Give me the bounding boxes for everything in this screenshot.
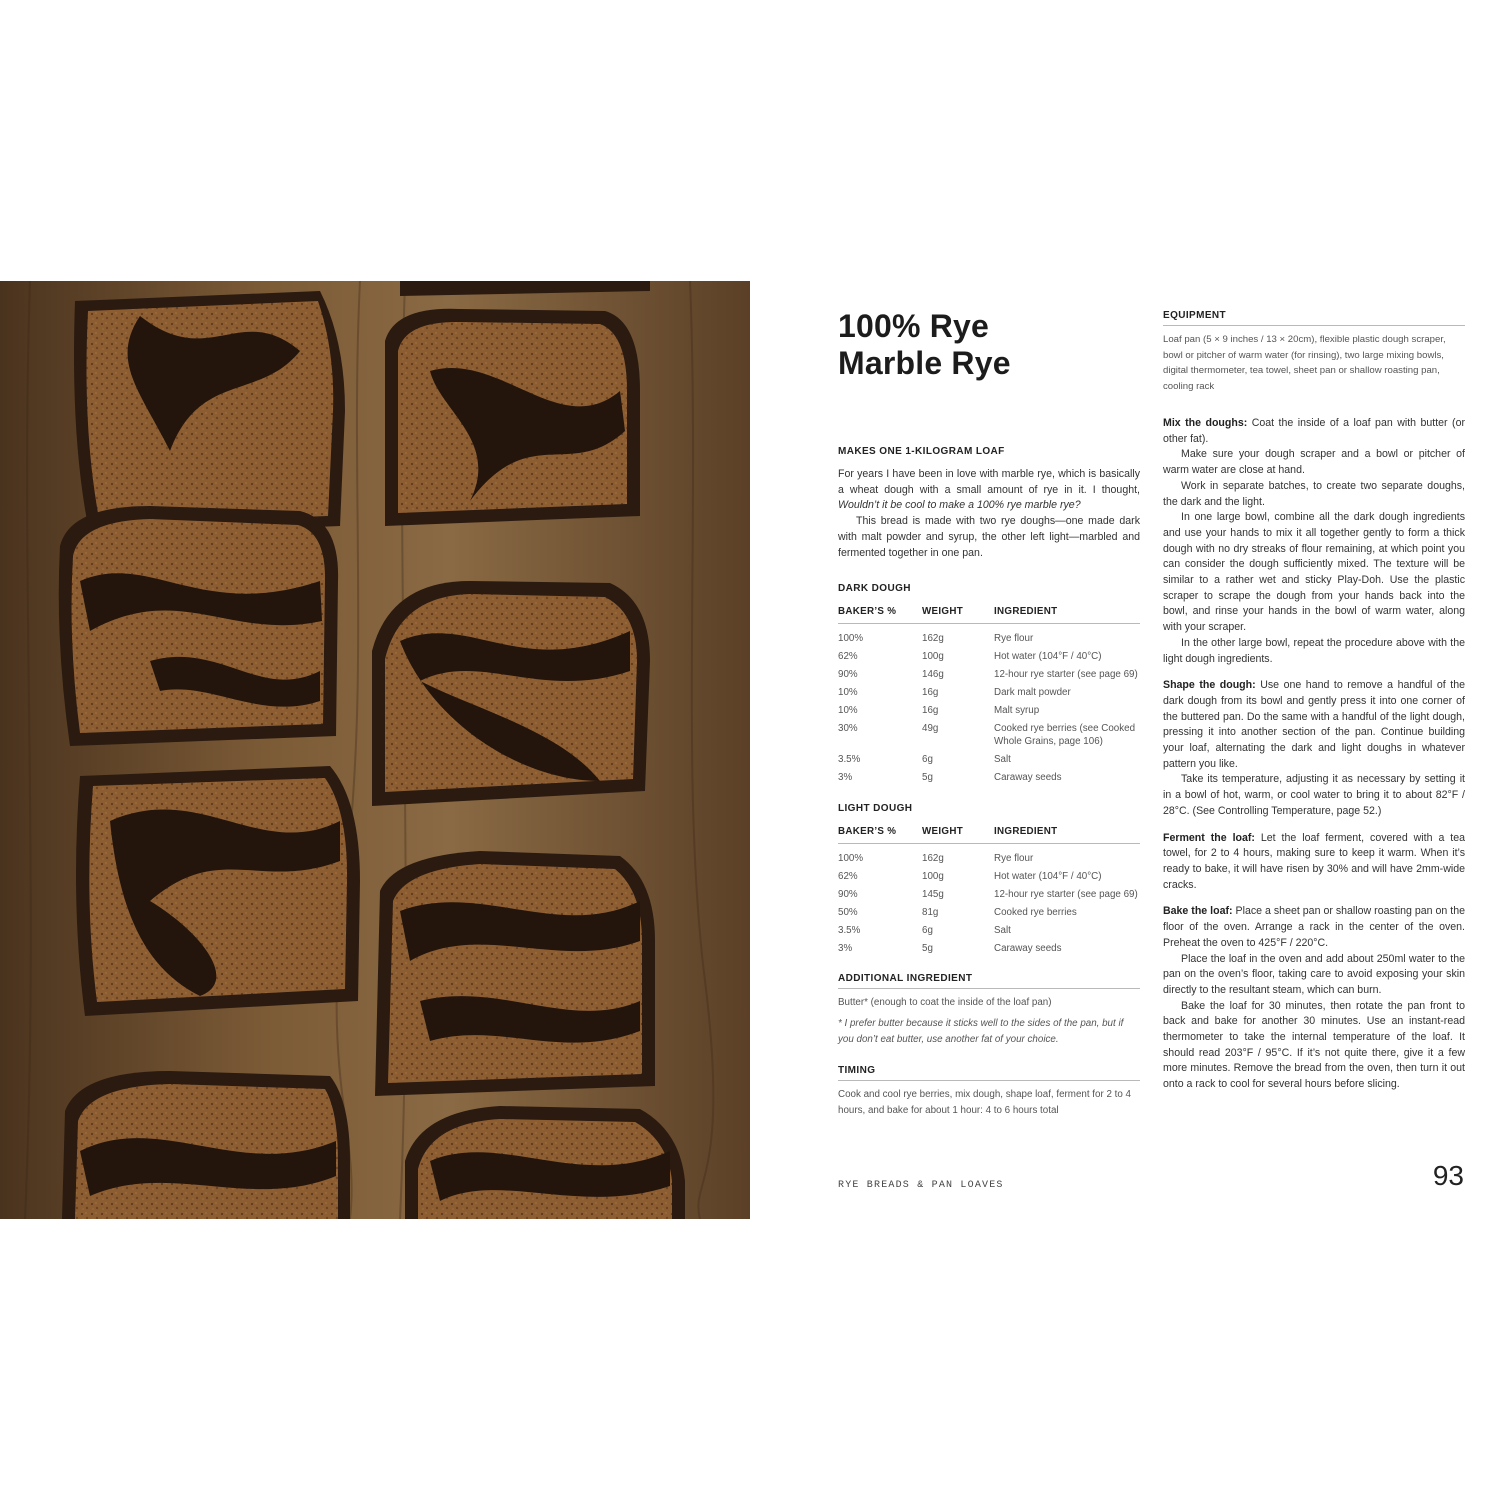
additional-ingredient-item: Butter* (enough to coat the inside of the loaf pan) bbox=[838, 997, 1052, 1009]
step-text: Make sure your dough scraper and a bowl or pitcher of warm water are close at hand. bbox=[1163, 448, 1465, 477]
bakers-percent: 3.5% bbox=[838, 754, 861, 766]
page-number: 93 bbox=[1432, 1160, 1464, 1191]
recipe-title bbox=[838, 308, 1140, 382]
bakers-percent: 3% bbox=[838, 942, 853, 954]
weight: 5g bbox=[922, 772, 933, 784]
bakers-percent: 100% bbox=[838, 852, 864, 864]
bakers-percent: 90% bbox=[838, 669, 858, 681]
ingredient: Salt bbox=[994, 924, 1011, 936]
bakers-percent: 50% bbox=[838, 906, 858, 918]
col-header-weight: WEIGHT bbox=[922, 826, 994, 844]
table-row bbox=[838, 648, 1140, 666]
step-text: Bake the loaf for 30 minutes, then rotate the pan front to back and bake for another 30 minutes. Use an instant-read thermometer to take the internal temperature of the loaf. It should read 203°F / 95°C. If it’s not quite there, give it a few more minutes. Remove the bread from the oven, then turn it out onto a rack to cool for several hours before slicing. bbox=[1163, 999, 1465, 1091]
recipe-column-left bbox=[838, 308, 1140, 1119]
weight: 162g bbox=[922, 633, 944, 645]
intro-text bbox=[838, 467, 1140, 561]
table-row bbox=[838, 843, 1140, 867]
bread-slice bbox=[405, 1106, 685, 1219]
ingredient: Hot water (104°F / 40°C) bbox=[994, 870, 1102, 882]
step-lead-ferment: Ferment the loaf: bbox=[1163, 831, 1255, 844]
col-header-ingredient: INGREDIENT bbox=[994, 606, 1140, 624]
intro-paragraph-1: For years I have been in love with marble rye, which is basically a wheat dough with a small amount of rye in it. I thought, bbox=[838, 468, 1140, 496]
light-dough-table bbox=[838, 826, 1140, 958]
table-row bbox=[838, 939, 1140, 957]
yield-heading: MAKES ONE 1-KILOGRAM LOAF bbox=[838, 446, 1005, 457]
bread-slice bbox=[74, 291, 345, 536]
bakers-percent: 3.5% bbox=[838, 924, 861, 936]
bakers-percent: 10% bbox=[838, 687, 858, 699]
ingredient: Cooked rye berries (see Cooked Whole Grains, page 106) bbox=[994, 723, 1136, 748]
table-row bbox=[838, 921, 1140, 939]
bakers-percent: 30% bbox=[838, 723, 858, 735]
ingredient: 12-hour rye starter (see page 69) bbox=[994, 669, 1138, 681]
weight: 146g bbox=[922, 669, 944, 681]
step-text: Let the loaf ferment, covered with a tea towel, for 2 to 4 hours, making sure to keep it warm. When it’s ready to bake, it will have risen by 30% and will have 2mm-wide cracks. bbox=[1163, 831, 1465, 891]
timing-text: Cook and cool rye berries, mix dough, shape loaf, ferment for 2 to 4 hours, and bake for about 1 hour: 4 to 6 hours total bbox=[838, 1089, 1131, 1117]
ingredient: Malt syrup bbox=[994, 705, 1040, 717]
step-lead-bake: Bake the loaf: bbox=[1163, 905, 1233, 918]
bread-photo bbox=[0, 281, 750, 1219]
step-text: Coat the inside of a loaf pan with butter (or other fat). bbox=[1163, 417, 1465, 445]
col-header-bakers-percent: BAKER’S % bbox=[838, 826, 922, 844]
weight: 100g bbox=[922, 651, 944, 663]
table-row bbox=[838, 751, 1140, 769]
weight: 6g bbox=[922, 924, 933, 936]
bread-slice bbox=[372, 581, 650, 806]
table-row bbox=[838, 867, 1140, 885]
light-dough-heading: LIGHT DOUGH bbox=[838, 802, 913, 814]
step-lead-mix: Mix the doughs: bbox=[1163, 417, 1248, 429]
weight: 145g bbox=[922, 888, 944, 900]
bread-slice bbox=[62, 1071, 350, 1219]
bread-photo-drawing bbox=[0, 281, 750, 1219]
ingredient: Hot water (104°F / 40°C) bbox=[994, 651, 1102, 663]
bread-slice bbox=[385, 309, 640, 526]
table-row bbox=[838, 666, 1140, 684]
col-header-ingredient: INGREDIENT bbox=[994, 826, 1140, 844]
table-row bbox=[838, 885, 1140, 903]
intro-italic-quote: Wouldn’t it be cool to make a 100% rye marble rye? bbox=[838, 499, 1081, 512]
weight: 49g bbox=[922, 723, 939, 735]
table-row bbox=[838, 903, 1140, 921]
ingredient: Dark malt powder bbox=[994, 687, 1071, 699]
bakers-percent: 100% bbox=[838, 633, 864, 645]
step-text: In one large bowl, combine all the dark dough ingredients and use your hands to mix it all together gently to form a thick dough with no dry streaks of flour remaining, at which point you can consider the dough sufficiently mixed. The texture will be similar to a rather wet and sticky Play-Doh. Use the plastic scraper to scrape the dough from your hands back into the bowl, and rinse your hands in the bowl of warm water, along with your scraper. bbox=[1163, 511, 1465, 634]
intro-paragraph-2: This bread is made with two rye doughs—one made dark with malt powder and syrup, the other left light—marbled and fermented together in one pan. bbox=[838, 515, 1140, 559]
step-lead-shape: Shape the dough: bbox=[1163, 679, 1256, 692]
table-row bbox=[838, 769, 1140, 787]
weight: 5g bbox=[922, 942, 933, 954]
ingredient: Caraway seeds bbox=[994, 772, 1062, 784]
table-row bbox=[838, 702, 1140, 720]
table-row bbox=[838, 720, 1140, 751]
ingredient: Cooked rye berries bbox=[994, 906, 1077, 918]
step-text: Use one hand to remove a handful of the dark dough from its bowl and gently press it into one corner of the buttered pan. Do the same with a handful of the light dough, pressing it into another section of the pan. Continue building your loaf, alternating the dark and light doughs in whatever pattern you like. bbox=[1163, 679, 1465, 770]
title-line-2: Marble Rye bbox=[838, 345, 1011, 381]
equipment-heading: EQUIPMENT bbox=[1163, 310, 1465, 326]
title-line-1: 100% Rye bbox=[838, 308, 990, 344]
ingredient: Rye flour bbox=[994, 852, 1034, 864]
step-text: Work in separate batches, to create two separate doughs, the dark and the light. bbox=[1163, 479, 1465, 508]
table-row bbox=[838, 624, 1140, 648]
bakers-percent: 3% bbox=[838, 772, 853, 784]
bread-slice bbox=[375, 851, 655, 1096]
additional-ingredient-heading: ADDITIONAL INGREDIENT bbox=[838, 973, 1140, 989]
weight: 16g bbox=[922, 687, 939, 699]
col-header-bakers-percent: BAKER’S % bbox=[838, 606, 922, 624]
ingredient: Rye flour bbox=[994, 633, 1034, 645]
equipment-text: Loaf pan (5 × 9 inches / 13 × 20cm), flexible plastic dough scraper, bowl or pitcher of warm water (for rinsing), two large mixing bowls, digital thermometer, tea towel, sheet pan or shallow roasting pan, cooling rack bbox=[1163, 334, 1446, 392]
dark-dough-heading: DARK DOUGH bbox=[838, 583, 911, 595]
method-text bbox=[1163, 416, 1465, 1093]
ingredient: 12-hour rye starter (see page 69) bbox=[994, 888, 1138, 900]
dark-dough-table bbox=[838, 606, 1140, 787]
bakers-percent: 90% bbox=[838, 888, 858, 900]
running-head: RYE BREADS & PAN LOAVES bbox=[838, 1180, 1004, 1191]
step-text: Place the loaf in the oven and add about 250ml water to the pan on the oven’s floor, taking care to avoid exposing your skin directly to the resultant steam, which can burn. bbox=[1163, 952, 1465, 996]
bakers-percent: 62% bbox=[838, 651, 858, 663]
ingredient: Caraway seeds bbox=[994, 942, 1062, 954]
timing-heading: TIMING bbox=[838, 1065, 1140, 1081]
weight: 100g bbox=[922, 870, 944, 882]
table-row bbox=[838, 684, 1140, 702]
weight: 6g bbox=[922, 754, 933, 766]
weight: 16g bbox=[922, 705, 939, 717]
bakers-percent: 62% bbox=[838, 870, 858, 882]
weight: 162g bbox=[922, 852, 944, 864]
bakers-percent: 10% bbox=[838, 705, 858, 717]
step-text: Place a sheet pan or shallow roasting pan on the floor of the oven. Arrange a rack in the center of the oven. Preheat the oven to 425°F / 220°C. bbox=[1163, 905, 1465, 949]
ingredient: Salt bbox=[994, 754, 1011, 766]
step-text: In the other large bowl, repeat the procedure above with the light dough ingredients. bbox=[1163, 636, 1465, 665]
weight: 81g bbox=[922, 906, 939, 918]
bread-slice bbox=[76, 766, 360, 1016]
recipe-column-right bbox=[1163, 310, 1465, 1093]
col-header-weight: WEIGHT bbox=[922, 606, 994, 624]
step-text: Take its temperature, adjusting it as necessary by setting it in a bowl of hot, warm, or cool water to bring it to about 82°F / 28°C. (See Controlling Temperature, page 52.) bbox=[1163, 773, 1465, 817]
additional-ingredient-note: * I prefer butter because it sticks well to the sides of the pan, but if you don’t eat butter, use another fat of your choice. bbox=[838, 1017, 1124, 1045]
bread-slice bbox=[59, 506, 338, 746]
